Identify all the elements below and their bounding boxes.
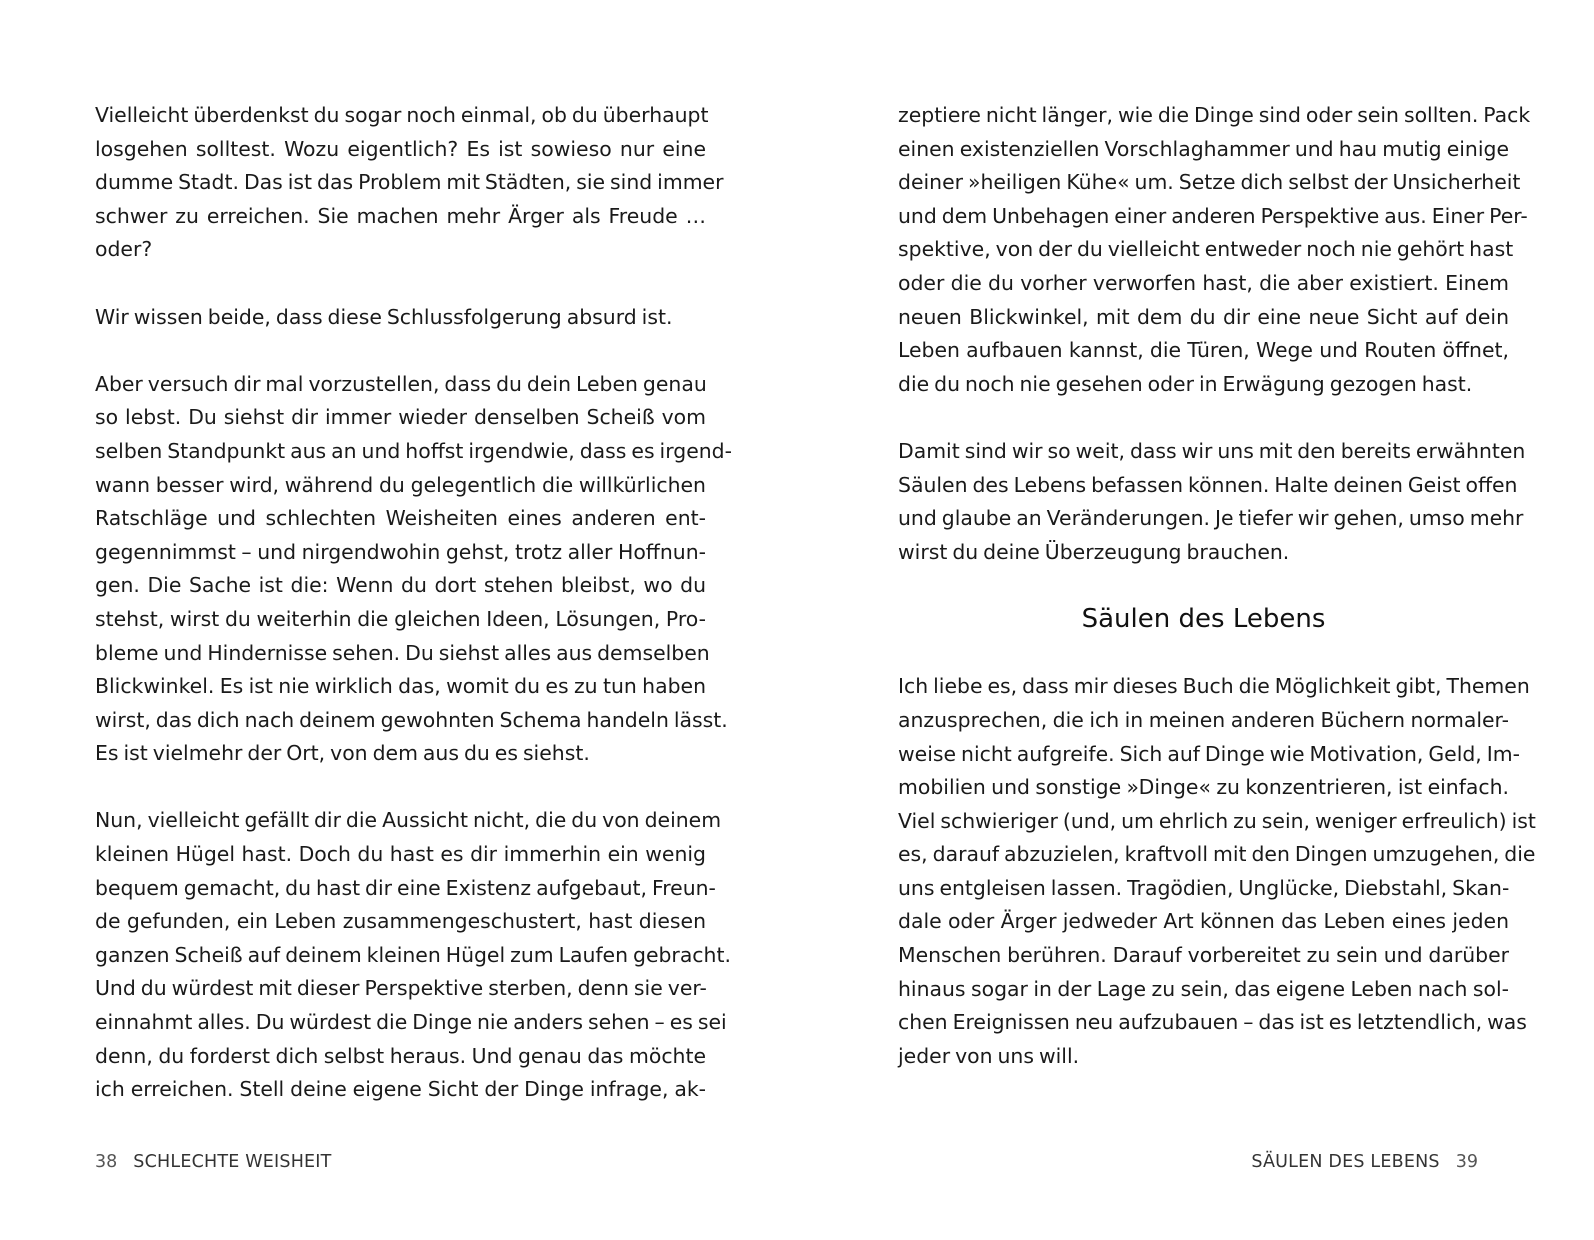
text-line: hinaus sogar in der Lage zu sein, das eigene Leben nach sol- <box>898 976 1509 1001</box>
text-line: Leben aufbauen kannst, die Türen, Wege und Routen öffnet, <box>898 338 1509 363</box>
text-line: einen existenziellen Vorschlaghammer und hau mutig einige <box>898 136 1509 161</box>
text-line: und dem Unbehagen einer anderen Perspektive aus. Einer Per- <box>898 203 1528 228</box>
paragraph <box>95 804 731 1106</box>
text-line: so lebst. Du siehst dir immer wieder denselben Scheiß vom <box>95 405 706 430</box>
text-line: bleme und Hindernisse sehen. Du siehst alles aus demselben <box>95 640 710 665</box>
text-line: bequem gemacht, du hast dir eine Existenz aufgebaut, Freun- <box>95 875 716 900</box>
text-line: einnahmt alles. Du würdest die Dinge nie anders sehen – es sei <box>95 1010 727 1035</box>
text-line: oder die du vorher verworfen hast, die aber existiert. Einem <box>898 270 1509 295</box>
text-line: Nun, vielleicht gefällt dir die Aussicht nicht, die du von deinem <box>95 808 722 833</box>
paragraph <box>95 99 724 267</box>
paragraph <box>898 99 1531 401</box>
text-line: Menschen berühren. Darauf vorbereitet zu sein und darüber <box>898 943 1509 968</box>
text-line: jeder von uns will. <box>898 1043 1080 1068</box>
paragraph <box>898 670 1536 1073</box>
text-line: dale oder Ärger jedweder Art können das Leben eines jeden <box>898 909 1509 934</box>
section-heading: Säulen des Lebens <box>1081 604 1326 635</box>
text-line: mobilien und sonstige »Dinge« zu konzentrieren, ist einfach. <box>898 775 1509 800</box>
text-line: Damit sind wir so weit, dass wir uns mit den bereits erwähnten <box>898 438 1526 463</box>
text-line: chen Ereignissen neu aufzubauen – das ist es letztendlich, was <box>898 1010 1527 1035</box>
running-head: SCHLECHTE WEISHEIT <box>133 1152 332 1172</box>
text-line: und glaube an Veränderungen. Je tiefer wir gehen, umso mehr <box>898 506 1524 531</box>
text-line: wirst, das dich nach deinem gewohnten Schema handeln lässt. <box>95 707 728 732</box>
text-line: deiner »heiligen Kühe« um. Setze dich selbst der Unsicherheit <box>898 170 1521 195</box>
text-line: Viel schwieriger (und, um ehrlich zu sein, weniger erfreulich) ist <box>898 808 1536 833</box>
paragraph-gap <box>95 267 706 301</box>
text-line: Ich liebe es, dass mir dieses Buch die Möglichkeit gibt, Themen <box>898 674 1530 699</box>
text-line: die du noch nie gesehen oder in Erwägung gezogen hast. <box>898 371 1473 396</box>
right-footer <box>1251 1152 1478 1172</box>
text-line: spektive, von der du vielleicht entweder noch nie gehört hast <box>898 237 1514 262</box>
text-line: de gefunden, ein Leben zusammengeschustert, hast diesen <box>95 909 706 934</box>
text-line: Vielleicht überdenkst du sogar noch einmal, ob du überhaupt <box>95 103 709 127</box>
text-line: anzusprechen, die ich in meinen anderen Büchern normaler- <box>898 707 1509 732</box>
text-line: neuen Blickwinkel, mit dem du dir eine neue Sicht auf dein <box>898 304 1509 329</box>
right-page <box>797 0 1594 1240</box>
text-line: weise nicht aufgreife. Sich auf Dinge wie Motivation, Geld, Im- <box>898 741 1521 766</box>
paragraph <box>95 368 732 771</box>
text-line: Es ist vielmehr der Ort, von dem aus du es siehst. <box>95 741 590 766</box>
text-line: wirst du deine Überzeugung brauchen. <box>898 539 1290 564</box>
text-line: es, darauf abzuzielen, kraftvoll mit den Dingen umzugehen, die <box>898 842 1536 867</box>
text-line: ganzen Scheiß auf deinem kleinen Hügel zum Laufen gebracht. <box>95 942 731 967</box>
text-line: gegennimmst – und nirgendwohin gehst, trotz aller Hoffnun- <box>95 539 706 564</box>
text-line: Und du würdest mit dieser Perspektive sterben, denn sie ver- <box>95 976 707 1001</box>
text-line: uns entgleisen lassen. Tragödien, Unglücke, Diebstahl, Skan- <box>898 875 1510 900</box>
right-text-column <box>898 99 1536 1073</box>
text-line: denn, du forderst dich selbst heraus. Und genau das möchte <box>95 1043 706 1068</box>
paragraph <box>898 435 1526 569</box>
page-number: 39 <box>1455 1152 1478 1172</box>
text-line: zeptiere nicht länger, wie die Dinge sind oder sein sollten. Pack <box>898 103 1531 127</box>
text-line: wann besser wird, während du gelegentlich die willkürlichen <box>95 472 706 497</box>
text-line: schwer zu erreichen. Sie machen mehr Ärger als Freude … <box>95 203 706 228</box>
paragraph-gap <box>898 401 1509 435</box>
text-line: Ratschläge und schlechten Weisheiten eines anderen ent- <box>95 506 706 531</box>
page-number: 38 <box>95 1152 118 1172</box>
text-line: selben Standpunkt aus an und hoffst irgendwie, dass es irgend- <box>95 438 732 463</box>
paragraph <box>95 301 706 335</box>
left-text-column <box>95 99 732 1107</box>
left-footer <box>95 1152 332 1172</box>
running-head: SÄULEN DES LEBENS <box>1251 1152 1440 1172</box>
paragraph-gap <box>95 771 706 805</box>
text-line: Blickwinkel. Es ist nie wirklich das, womit du es zu tun haben <box>95 674 706 699</box>
paragraph-gap <box>95 334 706 368</box>
text-line: stehst, wirst du weiterhin die gleichen Ideen, Lösungen, Pro- <box>95 606 706 631</box>
text-line: Säulen des Lebens befassen können. Halte deinen Geist offen <box>898 472 1518 497</box>
text-line: Wir wissen beide, dass diese Schlussfolgerung absurd ist. <box>95 304 673 329</box>
text-line: Aber versuch dir mal vorzustellen, dass du dein Leben genau <box>95 371 707 396</box>
text-line: losgehen solltest. Wozu eigentlich? Es ist sowieso nur eine <box>95 136 706 161</box>
text-line: kleinen Hügel hast. Doch du hast es dir immerhin ein wenig <box>95 842 706 867</box>
text-line: gen. Die Sache ist die: Wenn du dort stehen bleibst, wo du <box>95 573 706 598</box>
text-line: dumme Stadt. Das ist das Problem mit Städten, sie sind immer <box>95 170 724 195</box>
text-line: ich erreichen. Stell deine eigene Sicht der Dinge infrage, ak- <box>95 1077 706 1102</box>
text-line: oder? <box>95 237 153 262</box>
